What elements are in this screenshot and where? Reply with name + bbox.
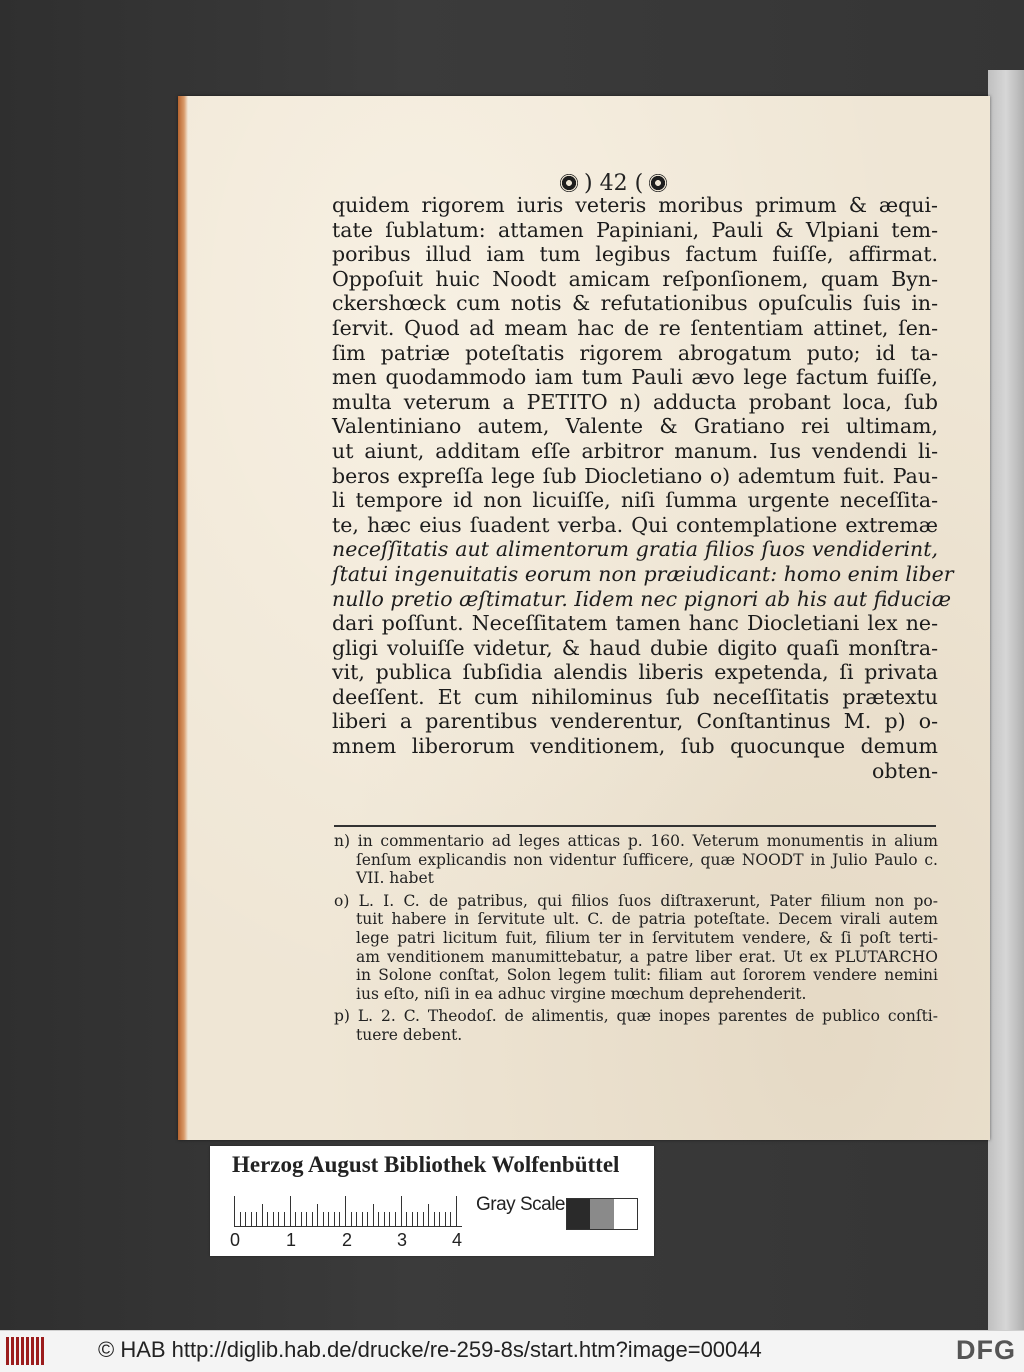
- page-binding-edge: [178, 96, 188, 1140]
- ruler-tick: [439, 1212, 440, 1226]
- ruler-tick: [295, 1212, 296, 1226]
- body-line: tate ſublatum: attamen Papiniani, Pauli & Vlpiani tem-: [332, 217, 938, 242]
- ruler-tick: [256, 1212, 257, 1226]
- ruler-tick: [428, 1204, 429, 1226]
- ruler-tick: [245, 1212, 246, 1226]
- body-line: te, hæc eius ſuadent verba. Qui contemplatione extremæ: [332, 512, 938, 537]
- ruler-tick: [317, 1204, 318, 1226]
- ruler-tick: [351, 1212, 352, 1226]
- footer-bar: [0, 1330, 1024, 1372]
- footnote: [334, 1007, 938, 1044]
- footnote-line: ſenſum explicandis non videntur ſufficere, quæ NOODT in Julio Paulo c.: [356, 850, 938, 869]
- ruler-tick: [345, 1196, 346, 1226]
- ruler-tick: [262, 1204, 263, 1226]
- footnote-line: tuit habere in ſervitute ult. C. de patria poteſtate. Decem virali autem: [356, 910, 938, 929]
- ruler-tick: [384, 1212, 385, 1226]
- body-line: beros expreſſa lege ſub Diocletiano o) ademtum fuit. Pau-: [332, 463, 938, 488]
- copyright-url[interactable]: © HAB http://diglib.hab.de/drucke/re-259-8s/start.htm?image=00044: [98, 1337, 762, 1362]
- footnote-line: am venditionem manumittebatur, a patre liber erat. Ut ex PLUTARCHO: [356, 947, 938, 966]
- ruler-tick: [423, 1212, 424, 1226]
- body-line: ſervit. Quod ad meam hac de re ſententiam attinet, ſen-: [332, 315, 938, 340]
- footnote-line: lege patri licitum fuit, filium ter in ſervitutem vendere, & ſi poſt terti-: [356, 928, 938, 947]
- ruler-tick: [362, 1212, 363, 1226]
- ruler-tick: [334, 1212, 335, 1226]
- body-line: mnem liberorum venditionem, ſub quocunque demum: [332, 734, 938, 759]
- ruler-tick: [367, 1212, 368, 1226]
- rosette-ornament-icon: [560, 174, 578, 192]
- ruler-tick: [290, 1196, 291, 1226]
- gray-swatch: [567, 1199, 590, 1229]
- ruler-tick: [412, 1212, 413, 1226]
- ruler-tick: [312, 1212, 313, 1226]
- gray-scale-swatch: [566, 1198, 638, 1230]
- footnotes: [334, 832, 938, 1049]
- ruler-tick: [273, 1212, 274, 1226]
- ruler-tick: [240, 1212, 241, 1226]
- ruler-tick: [306, 1212, 307, 1226]
- body-line: li tempore id non licuiſſe, niſi ſumma urgente neceſſita-: [332, 488, 938, 513]
- ruler-tick: [417, 1212, 418, 1226]
- ruler-tick: [434, 1212, 435, 1226]
- body-line: Oppoſuit huic Noodt amicam reſponſionem, quam Byn-: [332, 266, 938, 291]
- ruler-number: 0: [230, 1230, 241, 1250]
- body-line: dari poſſunt. Neceſſitatem tamen hanc Diocletiani lex ne-: [332, 611, 938, 636]
- ruler-tick: [450, 1212, 451, 1226]
- body-line: ckershœck cum notis & refutationibus opuſculis ſuis in-: [332, 291, 938, 316]
- footnote-line: ius eſto, niſi in ea adhuc virgine mœchum deprehenderit.: [356, 984, 807, 1003]
- page-number: ) 42 (: [584, 170, 644, 196]
- ruler-tick: [328, 1212, 329, 1226]
- body-line: neceſſitatis aut alimentorum gratia filios ſuos vendiderint,: [332, 537, 938, 562]
- ruler-tick: [378, 1212, 379, 1226]
- catchword: obten-: [872, 758, 938, 783]
- footnote-line: in Solone conſtat, Solon legem tulit: filiam aut ſororem vendere nemini: [356, 966, 938, 985]
- body-line: nullo pretio æſtimatur. Iidem nec pignori ab his aut fiduciæ: [332, 586, 951, 611]
- ruler-tick: [356, 1212, 357, 1226]
- scale-ruler: [234, 1194, 462, 1227]
- library-name: Herzog August Bibliothek Wolfenbüttel: [232, 1152, 620, 1177]
- ruler-tick: [395, 1212, 396, 1226]
- gray-swatch: [590, 1199, 613, 1229]
- footnote-line: n) in commentario ad leges atticas p. 160. Veterum monumentis in alium: [334, 832, 938, 850]
- ruler-tick: [267, 1212, 268, 1226]
- body-text: [332, 193, 954, 783]
- body-line: men quodammodo iam tum Pauli ævo lege factum fuiſſe,: [332, 365, 938, 390]
- ruler-tick: [373, 1204, 374, 1226]
- footnote-rule: [334, 825, 936, 827]
- body-line: ſim patriæ poteſtatis rigorem abrogatum puto; id ta-: [332, 340, 938, 365]
- ruler-tick: [301, 1212, 302, 1226]
- ruler-tick: [339, 1212, 340, 1226]
- ruler-tick: [406, 1212, 407, 1226]
- body-line: vit, publica ſubſidia alendis liberis expetenda, ſi privata: [332, 660, 938, 685]
- ruler-tick: [456, 1196, 457, 1226]
- footnote-line: VII. habet: [356, 869, 434, 888]
- body-line: gligi voluiſſe videtur, & haud dubie digito quaſi monſtra-: [332, 635, 938, 660]
- footnote-line: o) L. I. C. de patribus, qui filios ſuos diſtraxerunt, Pater filium non po-: [334, 891, 938, 910]
- ruler-tick: [401, 1196, 402, 1226]
- ruler-tick: [445, 1212, 446, 1226]
- dfg-logo[interactable]: DFG: [956, 1335, 1016, 1365]
- ruler-tick: [284, 1212, 285, 1226]
- ruler-tick: [234, 1196, 235, 1226]
- ruler-number: 2: [342, 1230, 353, 1250]
- footnote: [334, 892, 938, 1004]
- footnote: [334, 832, 938, 888]
- footnote-line: tuere debent.: [356, 1025, 463, 1044]
- footnote-line: p) L. 2. C. Theodoſ. de alimentis, quæ inopes parentes de publico conſti-: [334, 1007, 938, 1026]
- body-line: ſtatui ingenuitatis eorum non præiudicant: homo enim liber: [332, 561, 954, 586]
- body-line: deeſſent. Et cum nihilominus ſub neceſſitatis prætextu: [332, 684, 938, 709]
- gray-swatch: [614, 1199, 637, 1229]
- ruler-tick: [389, 1212, 390, 1226]
- hab-barcode-icon[interactable]: [6, 1337, 46, 1365]
- body-line: ut aiunt, additam eſſe arbitror manum. Ius vendendi li-: [332, 438, 938, 463]
- rosette-ornament-icon: [649, 174, 667, 192]
- body-line: multa veterum a PETITO n) adducta probant loca, ſub: [332, 389, 938, 414]
- body-line: liberi a parentibus venderentur, Conſtantinus M. p) o-: [332, 709, 938, 734]
- body-line: Valentiniano autem, Valente & Gratiano rei ultimam,: [332, 414, 938, 439]
- ruler-number: 3: [397, 1230, 408, 1250]
- ruler-number: 1: [286, 1230, 297, 1250]
- ruler-number: 4: [452, 1230, 463, 1250]
- ruler-tick: [323, 1212, 324, 1226]
- gray-scale-label: Gray Scale: [476, 1194, 565, 1215]
- scan-edge-right: [988, 70, 1024, 1330]
- ruler-tick: [251, 1212, 252, 1226]
- body-line: poribus illud iam tum legibus factum fuiſſe, affirmat.: [332, 242, 938, 267]
- body-line: quidem rigorem iuris veteris moribus primum & æqui-: [332, 193, 938, 217]
- ruler-tick: [278, 1212, 279, 1226]
- library-label-card: [210, 1146, 654, 1256]
